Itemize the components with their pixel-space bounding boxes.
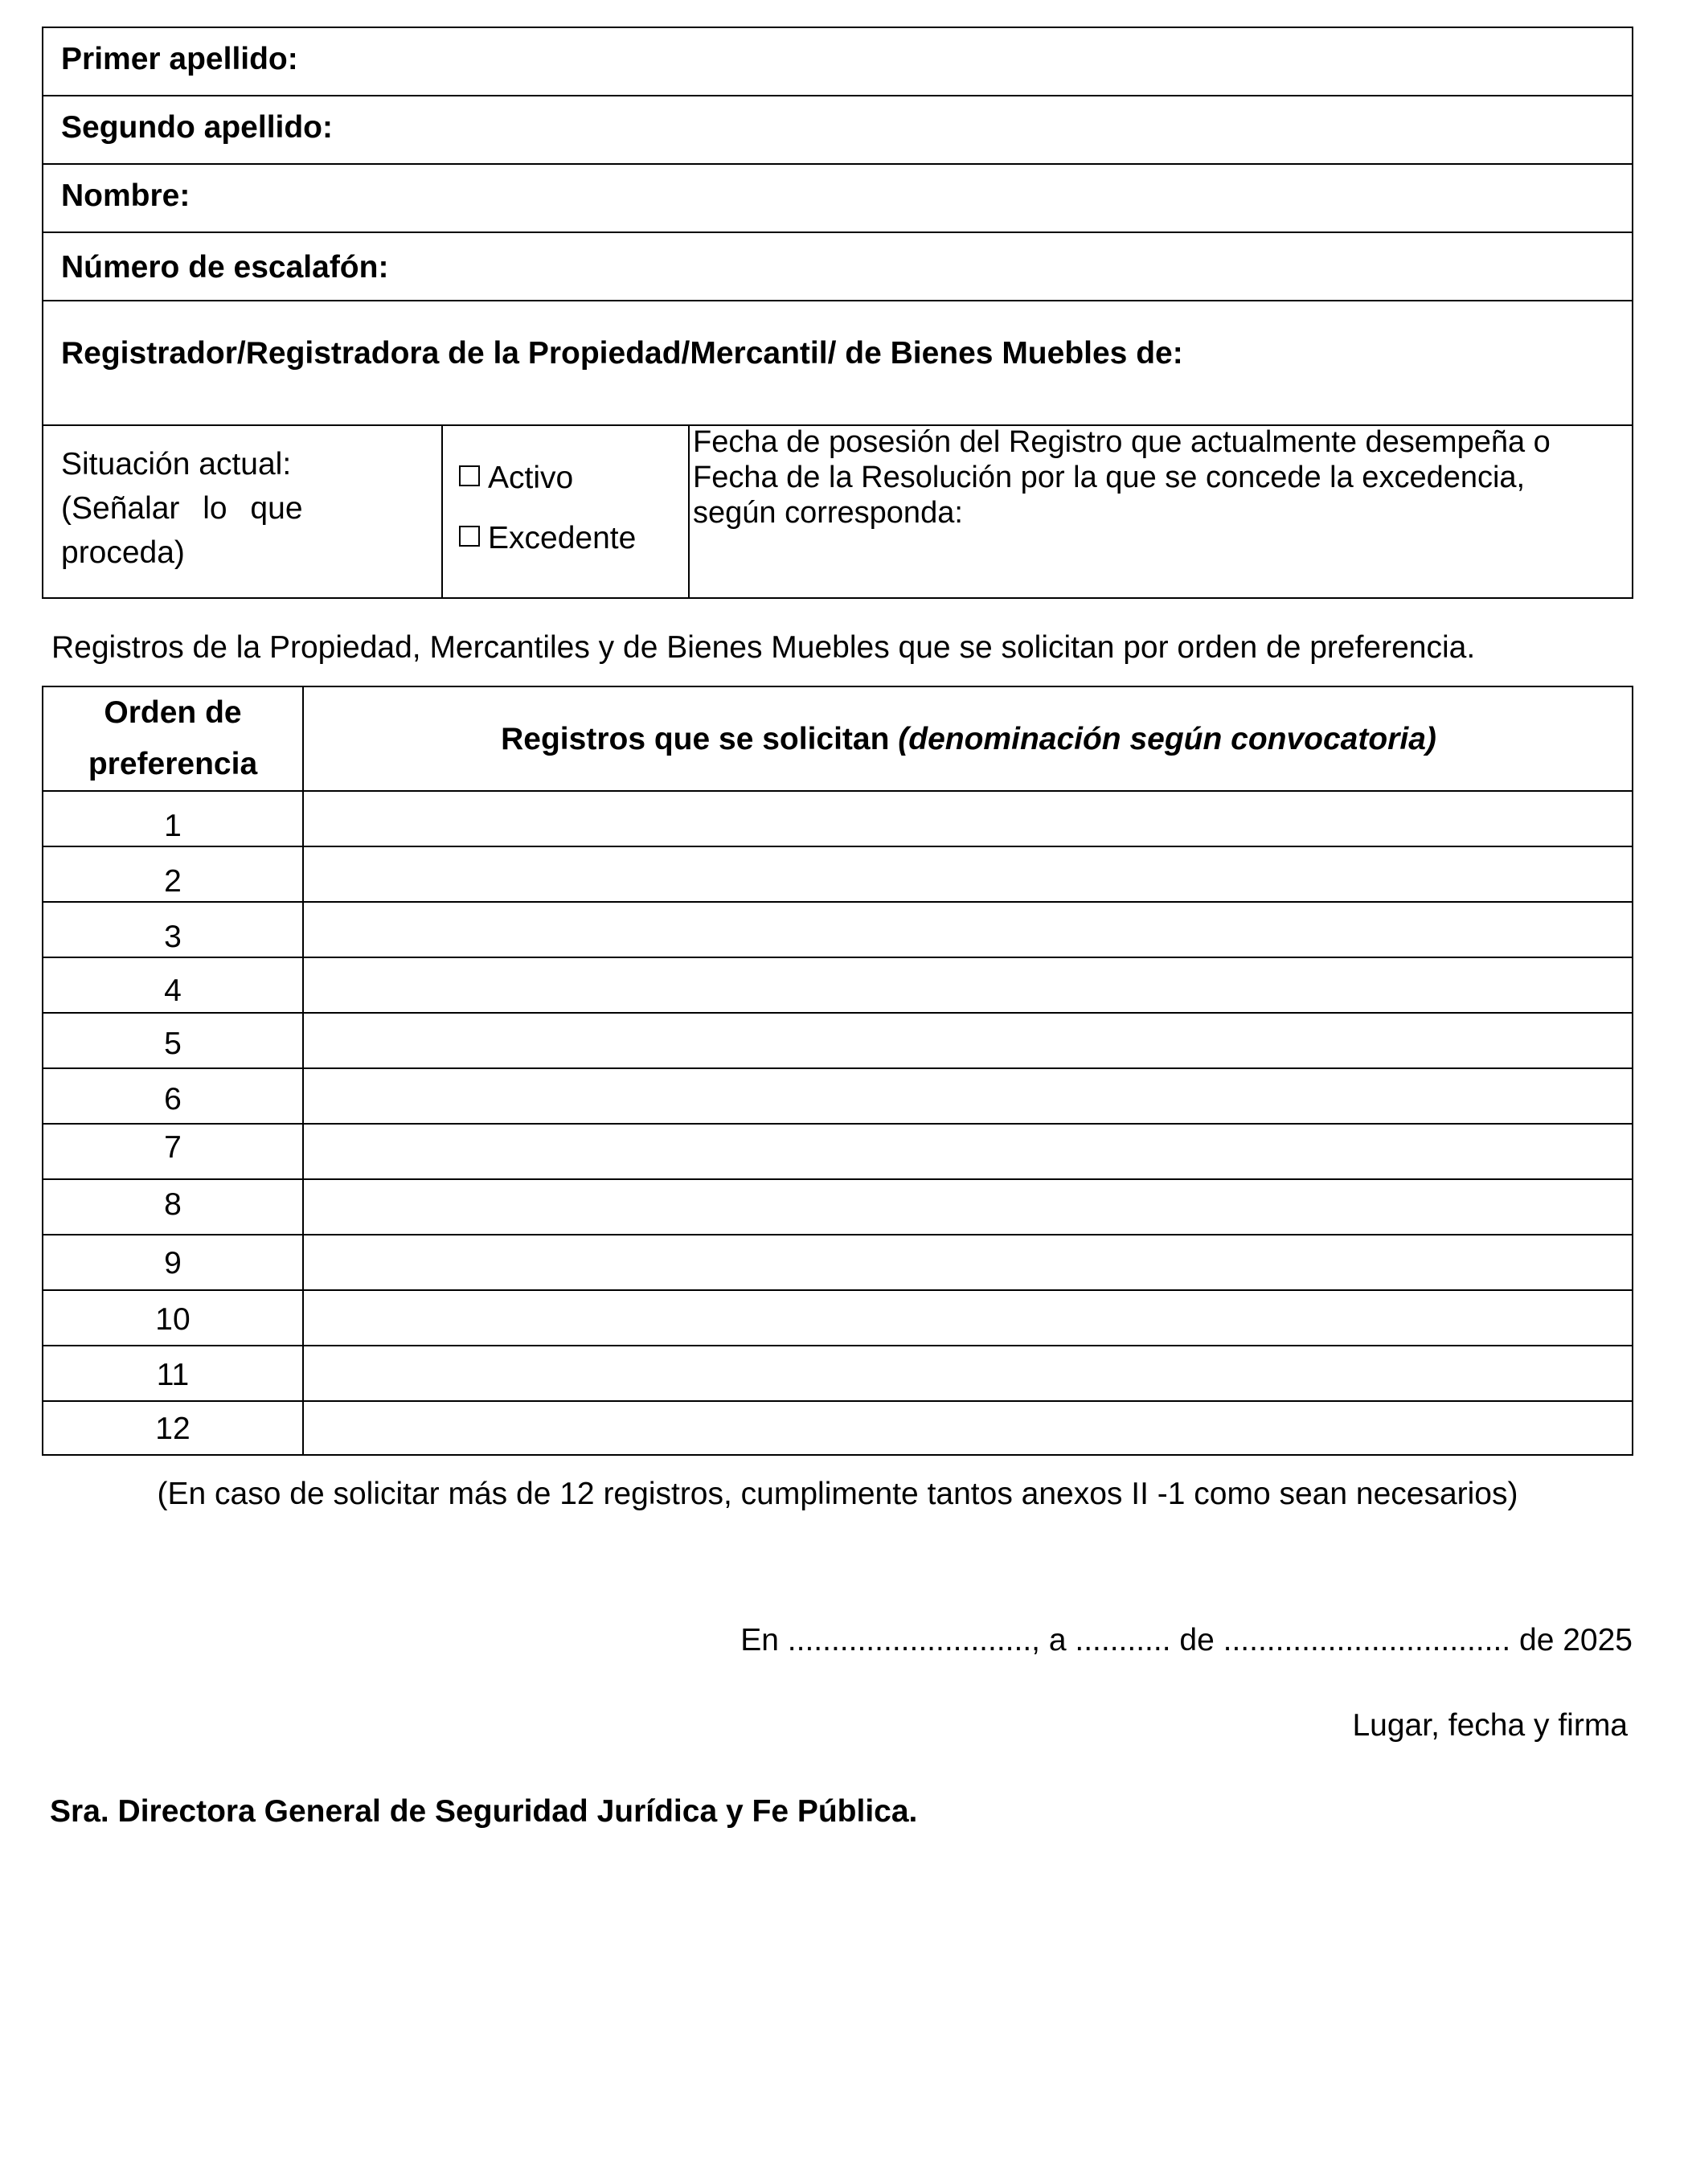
row-number: 1	[164, 809, 182, 843]
registros-note: (En caso de solicitar más de 12 registros, cumplimente tantos anexos II -1 como sean necesarios)	[157, 1477, 1518, 1511]
activo-checkbox[interactable]	[459, 465, 480, 486]
activo-option[interactable]	[459, 460, 573, 497]
header-registros	[304, 721, 1633, 758]
header-orden-line: preferencia	[88, 747, 258, 781]
row-divider	[43, 1400, 1632, 1402]
row-number: 12	[155, 1412, 191, 1446]
situacion-label-line: (Señalar lo que	[61, 491, 303, 526]
fecha-label-line: Fecha de la Resolución por la que se concede la excedencia,	[693, 461, 1526, 494]
row-divider	[43, 1345, 1632, 1346]
row-divider	[43, 1012, 1632, 1014]
recipient: Sra. Directora General de Seguridad Jurídica y Fe Pública.	[50, 1794, 918, 1829]
row-divider	[43, 300, 1632, 301]
row-number: 6	[164, 1082, 182, 1117]
row-divider	[43, 846, 1632, 847]
row-number: 8	[164, 1187, 182, 1222]
registrador-label: Registrador/Registradora de la Propiedad/Mercantil/ de Bienes Muebles de:	[61, 336, 1183, 371]
fecha-label-line: Fecha de posesión del Registro que actualmente desempeña o	[693, 425, 1551, 459]
registros-intro: Registros de la Propiedad, Mercantiles y de Bienes Muebles que se solicitan por orden de preferencia.	[51, 630, 1476, 665]
excedente-checkbox[interactable]	[459, 526, 480, 547]
row-number: 9	[164, 1246, 182, 1280]
header-orden	[43, 687, 302, 790]
row-divider	[43, 163, 1632, 165]
row-number: 3	[164, 920, 182, 954]
header-registros-italic: (denominación según convocatoria)	[898, 722, 1436, 756]
place-date-line: En ............................, a ........... de ................................. de 2025	[740, 1623, 1633, 1657]
primer-apellido-label: Primer apellido:	[61, 42, 298, 76]
registros-table	[42, 686, 1633, 1456]
header-orden-line: Orden de	[104, 695, 242, 730]
row-divider	[43, 1178, 1632, 1180]
row-number: 7	[164, 1130, 182, 1165]
row-number: 5	[164, 1026, 182, 1061]
row-divider	[43, 790, 1632, 792]
row-divider	[43, 1234, 1632, 1235]
signature-caption: Lugar, fecha y firma	[1352, 1708, 1628, 1743]
situacion-label-line: proceda)	[61, 535, 185, 570]
excedente-label: Excedente	[488, 521, 637, 555]
escalafon-label: Número de escalafón:	[61, 250, 389, 285]
excedente-option[interactable]	[459, 520, 636, 557]
fecha-label	[693, 424, 1551, 531]
row-divider	[43, 95, 1632, 96]
column-divider	[441, 424, 443, 599]
nombre-label: Nombre:	[61, 178, 191, 213]
row-divider	[43, 1123, 1632, 1125]
row-number: 4	[164, 973, 182, 1008]
row-divider	[43, 1289, 1632, 1291]
situacion-label	[61, 442, 303, 575]
column-divider	[302, 687, 304, 1454]
row-divider	[43, 957, 1632, 958]
row-number: 2	[164, 864, 182, 899]
fecha-label-line: según corresponda:	[693, 496, 963, 530]
row-divider	[43, 901, 1632, 903]
personal-data-form	[42, 27, 1633, 599]
activo-label: Activo	[488, 461, 574, 495]
row-number: 11	[156, 1358, 190, 1392]
situacion-label-line: Situación actual:	[61, 447, 292, 481]
header-registros-bold: Registros que se solicitan	[501, 722, 899, 756]
segundo-apellido-label: Segundo apellido:	[61, 110, 333, 145]
row-number: 10	[155, 1302, 191, 1337]
column-divider	[688, 424, 690, 599]
row-divider	[43, 232, 1632, 233]
row-divider	[43, 1067, 1632, 1069]
